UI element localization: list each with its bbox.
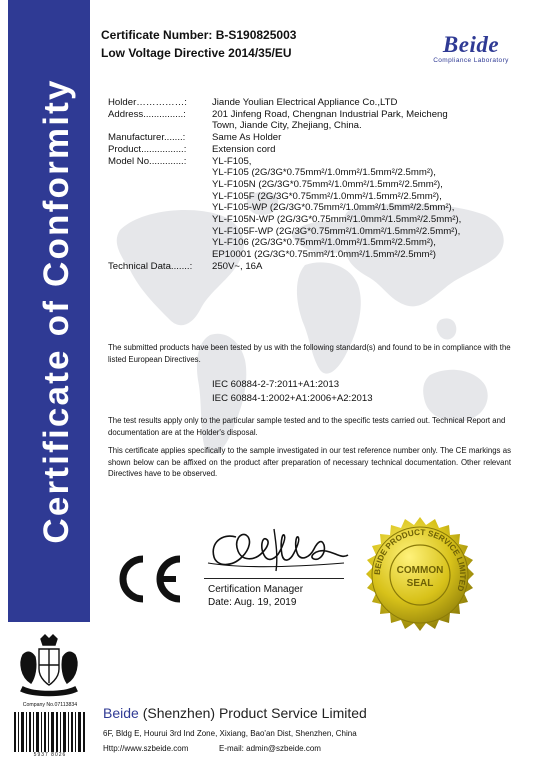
model-item: YL-F105 (2G/3G*0.75mm²/1.0mm²/1.5mm²/2.5mm²), xyxy=(212,167,436,179)
signatory-role: Certification Manager xyxy=(208,584,304,595)
model-list xyxy=(212,156,528,261)
holder-value: Jiande Youlian Electrical Appliance Co.,LTD xyxy=(212,97,398,108)
ce-mark-icon xyxy=(112,553,184,605)
address-label: Address...............: xyxy=(108,108,186,120)
signature-line xyxy=(204,578,344,579)
product-row xyxy=(108,144,528,156)
technical-label: Technical Data.......: xyxy=(108,260,193,272)
ce-marking-statement: This certificate applies specifically to the sample investigated in our test reference number only. The CE markings as shown below can be affixed on the product after preparation of necessary technical documentation. Other relevant Directives have to be observed. xyxy=(108,446,511,479)
certificate-number: Certificate Number: B-S190825003 xyxy=(101,28,297,42)
brand-logo-name: Beide xyxy=(442,32,500,57)
compliance-statement: The submitted products have been tested by us with the following standard(s) and found to be in compliance with the listed European Directives. xyxy=(108,343,511,364)
standards-list xyxy=(212,378,373,406)
footer-address: 6F, Bldg E, Hourui 3rd Ind Zone, Xixiang, Bao'an Dist, Shenzhen, China xyxy=(103,729,357,738)
standard-item: IEC 60884-1:2002+A1:2006+A2:2013 xyxy=(212,393,373,404)
model-item: YL-F105N-WP (2G/3G*0.75mm²/1.0mm²/1.5mm²/2.5mm²), xyxy=(212,214,462,226)
footer-brand: Beide xyxy=(103,705,139,721)
barcode-icon xyxy=(14,712,86,752)
barcode-number: 5937 8026 xyxy=(33,752,67,758)
model-item: YL-F105F (2G/3G*0.75mm²/1.0mm²/1.5mm²/2.5mm²), xyxy=(212,190,442,202)
footer-website[interactable]: Http://www.szbeide.com xyxy=(103,744,189,753)
standard-item: IEC 60884-2-7:2011+A1:2013 xyxy=(212,379,340,390)
technical-value: 250V~, 16A xyxy=(212,260,263,272)
address-value xyxy=(212,109,528,132)
directive-title: Low Voltage Directive 2014/35/EU xyxy=(101,46,292,60)
model-item: YL-F105N (2G/3G*0.75mm²/1.0mm²/1.5mm²/2.5mm²), xyxy=(212,178,443,190)
signature-date: Date: Aug. 19, 2019 xyxy=(208,597,297,608)
address-row xyxy=(108,109,528,132)
seal-ring-text: BEIDE PRODUCT SERVICE LIMITED xyxy=(372,527,468,593)
model-item: YL-F106 (2G/3G*0.75mm²/1.0mm²/1.5mm²/2.5mm²), xyxy=(212,237,436,249)
holder-label: Holder……………: xyxy=(108,97,187,108)
company-number: Company No.07113834 xyxy=(22,702,78,708)
sidebar-banner xyxy=(8,0,90,622)
seal-center-line1: COMMON xyxy=(396,565,444,576)
product-label: Product................: xyxy=(108,143,187,155)
manufacturer-label: Manufacturer.......: xyxy=(108,132,186,144)
test-results-statement: The test results apply only to the particular sample tested and to the specific tests carried out. Technical Report and documentation are at the Holder's disposal. xyxy=(108,416,506,437)
product-value: Extension cord xyxy=(212,143,276,155)
signature-icon xyxy=(204,523,352,575)
footer-company-name xyxy=(103,705,367,721)
manufacturer-row xyxy=(108,132,528,144)
footer-company-suffix: (Shenzhen) Product Service Limited xyxy=(138,705,367,721)
royal-crest-icon xyxy=(13,633,85,701)
address-line: 201 Jinfeng Road, Chengnan Industrial Park, Meicheng xyxy=(212,108,448,120)
certificate-details xyxy=(108,97,528,273)
seal-center-line2: SEAL xyxy=(406,578,434,589)
model-item: EP10001 (2G/3G*0.75mm²/1.0mm²/1.5mm²/2.5mm²) xyxy=(212,249,436,261)
footer-email[interactable]: E-mail: admin@szbeide.com xyxy=(219,744,321,753)
brand-logo-subtitle: Compliance Laboratory xyxy=(433,57,509,64)
model-item: YL-F105, xyxy=(212,155,252,167)
model-row xyxy=(108,156,528,261)
gold-seal-icon xyxy=(360,515,480,635)
brand-logo xyxy=(421,34,521,64)
sidebar-title: Certificate of Conformity xyxy=(37,78,76,544)
model-item: YL-F105F-WP (2G/3G*0.75mm²/1.0mm²/1.5mm²/2.5mm²), xyxy=(212,225,461,237)
holder-row xyxy=(108,97,528,109)
model-item: YL-F105-WP (2G/3G*0.75mm²/1.0mm²/1.5mm²/2.5mm²), xyxy=(212,202,455,214)
manufacturer-value: Same As Holder xyxy=(212,132,282,144)
address-line: Town, Jiande City, Zhejiang, China. xyxy=(212,120,362,132)
model-label: Model No.............: xyxy=(108,155,187,167)
technical-row xyxy=(108,261,528,273)
